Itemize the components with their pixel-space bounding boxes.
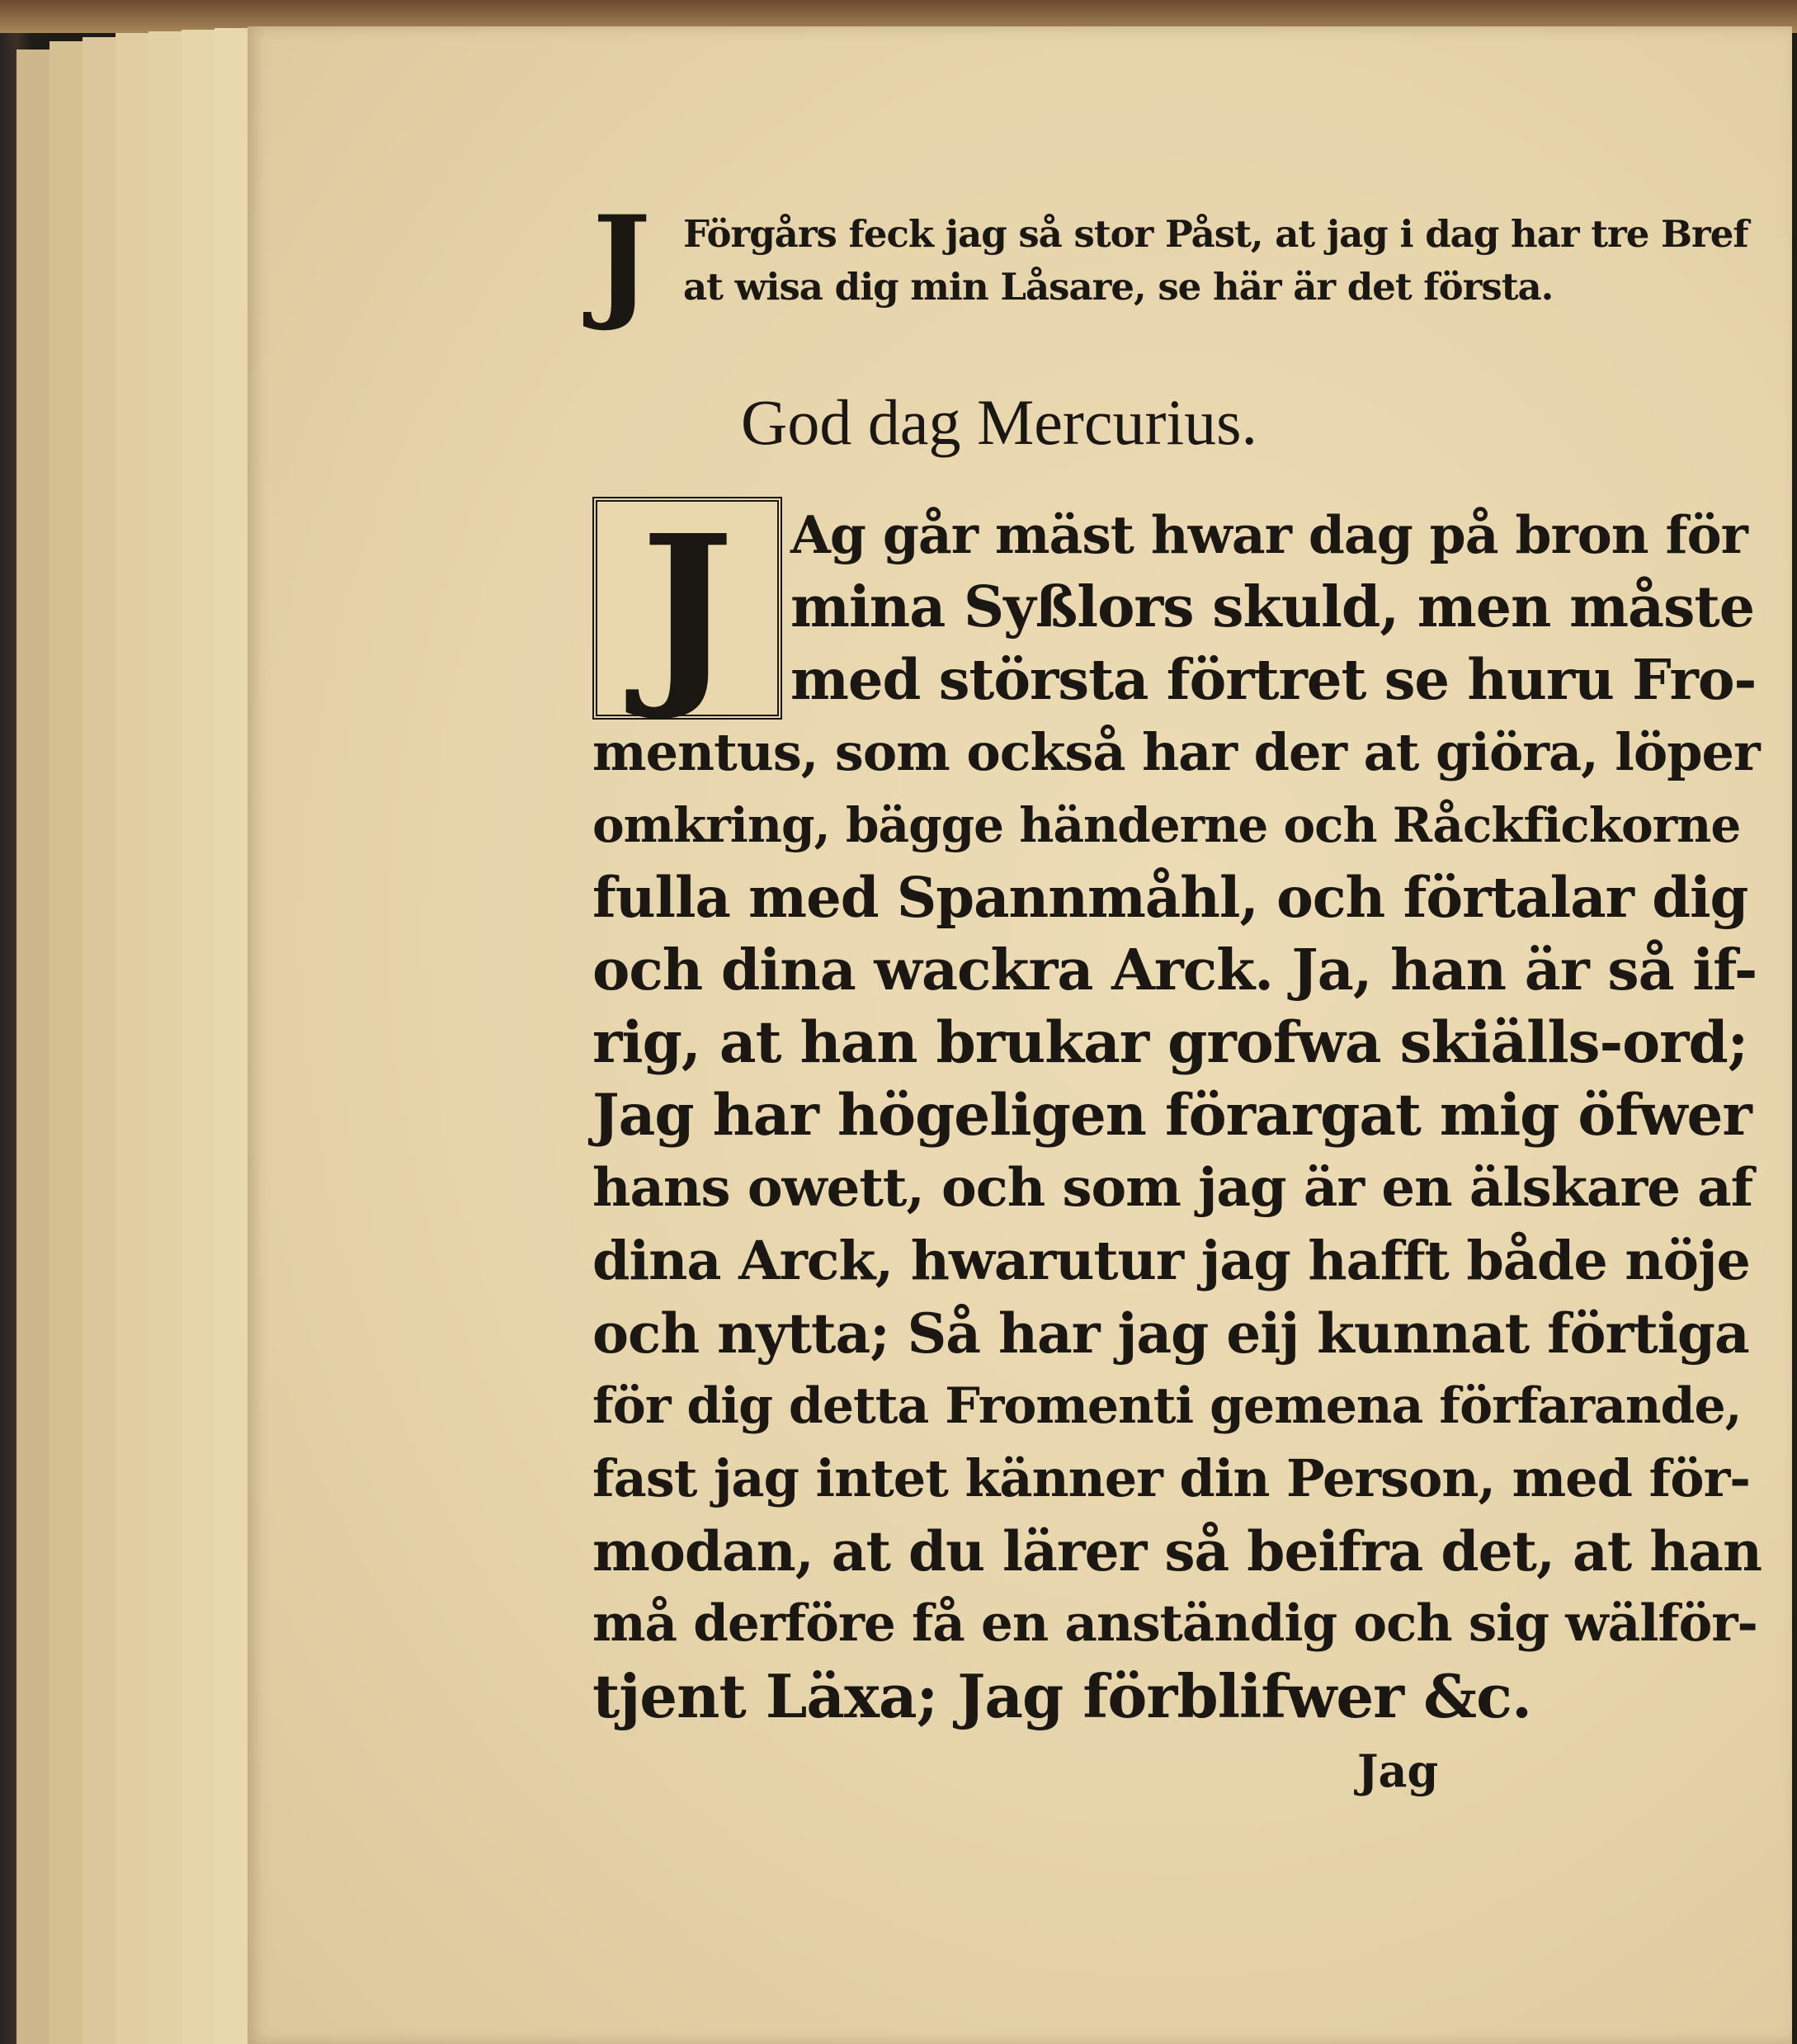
page	[248, 26, 1792, 2044]
letter-body	[592, 492, 1764, 1751]
body-line: mentus, som också har der at giöra, löper	[592, 722, 1760, 782]
body-line: hans owett, och som jag är en älskare af	[592, 1157, 1753, 1219]
intro-text: Förgårs feck jag så stor Påst, at jag i dag har tre Bref at wisa dig min Låsare, se här är det första.	[683, 212, 1748, 309]
body-line: mina Syßlors skuld, men måste	[790, 574, 1755, 640]
body-line: för dig detta Fromenti gemena förfarande,	[592, 1377, 1742, 1435]
body-line: och nytta; Så har jag eij kunnat förtiga	[592, 1301, 1749, 1366]
body-line: må derföre få en anständig och sig wälför-	[592, 1594, 1757, 1653]
body-line: dina Arck, hwarutur jag hafft både nöje	[592, 1230, 1750, 1292]
body-line: omkring, bägge händerne och Råckfickorne	[592, 797, 1741, 853]
body-line: fast jag intet känner din Person, med för-	[592, 1448, 1750, 1508]
intro-initial: J	[592, 189, 651, 334]
text-block	[592, 189, 1764, 1751]
decorated-initial	[592, 492, 782, 725]
decorated-initial-letter: J	[640, 492, 734, 725]
body-line: fulla med Spannmåhl, och förtalar dig	[592, 865, 1748, 930]
letter-heading: God dag Mercurius.	[741, 386, 1258, 458]
body-line: tjent Läxa; Jag förblifwer &c.	[592, 1661, 1532, 1731]
body-line: rig, at han brukar grofwa skiälls-ord;	[592, 1009, 1748, 1076]
body-line: och dina wackra Arck. Ja, han är så if-	[592, 937, 1757, 1003]
catchword: Jag	[1357, 1744, 1439, 1797]
body-line: Jag har högeligen förargat mig öfwer	[592, 1082, 1752, 1149]
intro-paragraph	[592, 189, 1764, 334]
body-line: med största förtret se huru Fro-	[790, 647, 1757, 712]
body-line: Ag går mäst hwar dag på bron för	[790, 504, 1747, 565]
body-line: modan, at du lärer så beifra det, at han	[592, 1519, 1762, 1584]
